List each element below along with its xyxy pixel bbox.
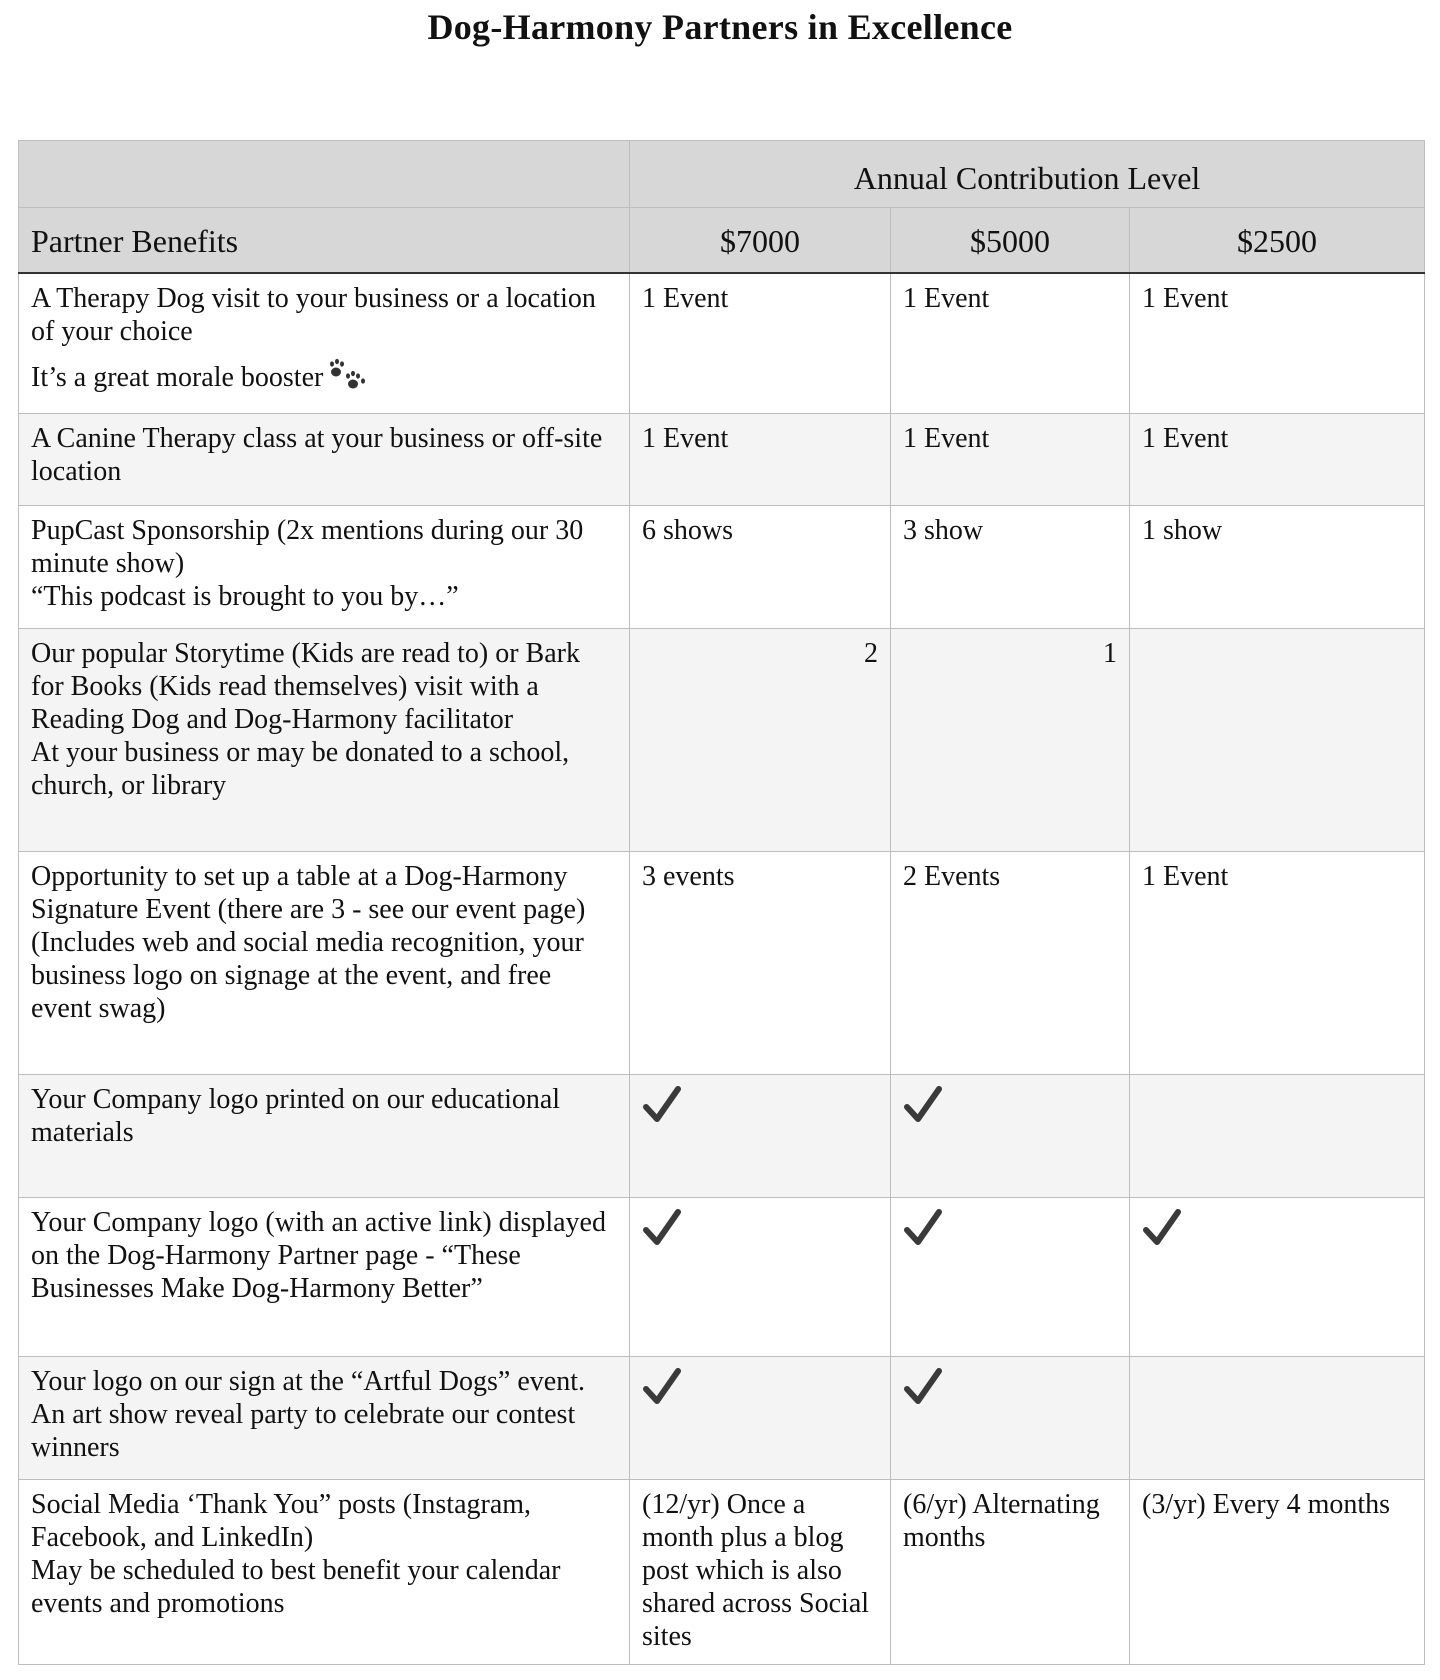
benefit-cell (19, 273, 630, 414)
check-cell-2500 (1130, 1357, 1425, 1480)
check-mark-icon (642, 1367, 682, 1407)
benefit-cell (19, 1198, 630, 1357)
value-cell-2500: 1 Event (1130, 414, 1425, 506)
benefit-text: Social Media ‘Thank You” posts (Instagram, Facebook, and LinkedIn) (31, 1489, 532, 1553)
partner-benefits-header: Partner Benefits (19, 208, 630, 274)
table-row (19, 1357, 1425, 1480)
level-header-2500: $2500 (1130, 208, 1425, 274)
check-mark-icon (903, 1208, 943, 1248)
paw-prints-icon (327, 358, 371, 394)
benefit-text: Your Company logo printed on our educational materials (31, 1084, 561, 1148)
value-cell-7000: 6 shows (630, 506, 891, 629)
check-cell-5000 (891, 1198, 1130, 1357)
value-cell-5000: 1 Event (891, 273, 1130, 414)
check-cell-7000 (630, 1198, 891, 1357)
value-cell-2500: 1 Event (1130, 273, 1425, 414)
benefit-text: Your Company logo (with an active link) displayed on the Dog-Harmony Partner page - “These Businesses Make Dog-Harmony Better” (31, 1207, 606, 1304)
check-mark-icon (642, 1085, 682, 1125)
page-title: Dog-Harmony Partners in Excellence (427, 7, 1013, 47)
benefit-text: A Therapy Dog visit to your business or a location of your choice (31, 283, 596, 347)
value-cell-5000: (6/yr) Alternating months (891, 1480, 1130, 1665)
check-cell-2500 (1130, 1198, 1425, 1357)
value-cell-5000: 1 (891, 629, 1130, 852)
value-cell-7000: 2 (630, 629, 891, 852)
benefit-text: “This podcast is brought to you by…” (31, 581, 459, 612)
value-cell-2500: 1 Event (1130, 852, 1425, 1075)
value-cell-7000: (12/yr) Once a month plus a blog post which is also shared across Social sites (630, 1480, 891, 1665)
benefit-text (31, 358, 617, 394)
check-cell-7000 (630, 1357, 891, 1480)
value-cell-2500: 1 show (1130, 506, 1425, 629)
value-cell-2500 (1130, 629, 1425, 852)
table-row (19, 1198, 1425, 1357)
check-cell-2500 (1130, 1075, 1425, 1198)
table-row (19, 506, 1425, 629)
benefit-text: It’s a great morale booster (31, 362, 324, 393)
group-header: Annual Contribution Level (630, 141, 1425, 208)
benefit-cell (19, 1075, 630, 1198)
benefit-cell (19, 852, 630, 1075)
table-row (19, 414, 1425, 506)
value-cell-5000: 2 Events (891, 852, 1130, 1075)
benefit-text: At your business or may be donated to a school, church, or library (31, 737, 570, 801)
value-cell-7000: 1 Event (630, 273, 891, 414)
benefit-cell (19, 506, 630, 629)
benefit-cell (19, 414, 630, 506)
benefit-text: PupCast Sponsorship (2x mentions during our 30 minute show) (31, 515, 584, 579)
check-cell-5000 (891, 1357, 1130, 1480)
header-empty-cell (19, 141, 630, 208)
header-row-levels (19, 208, 1425, 274)
check-cell-5000 (891, 1075, 1130, 1198)
partner-benefits-table (18, 140, 1425, 1665)
check-mark-icon (1142, 1208, 1182, 1248)
benefit-text: May be scheduled to best benefit your calendar events and promotions (31, 1555, 561, 1619)
value-cell-7000: 3 events (630, 852, 891, 1075)
check-mark-icon (903, 1085, 943, 1125)
table-row (19, 629, 1425, 852)
value-cell-7000: 1 Event (630, 414, 891, 506)
table-row (19, 1480, 1425, 1665)
table-row (19, 1075, 1425, 1198)
table-row (19, 273, 1425, 414)
check-mark-icon (903, 1367, 943, 1407)
level-header-7000: $7000 (630, 208, 891, 274)
value-cell-5000: 1 Event (891, 414, 1130, 506)
benefit-text: (Includes web and social media recognition, your business logo on signage at the event, and free event swag) (31, 927, 584, 1024)
benefit-cell (19, 629, 630, 852)
benefit-text: Opportunity to set up a table at a Dog-Harmony Signature Event (there are 3 - see our event page) (31, 861, 586, 925)
check-cell-7000 (630, 1075, 891, 1198)
level-header-5000: $5000 (891, 208, 1130, 274)
benefit-text: A Canine Therapy class at your business or off-site location (31, 423, 603, 487)
benefit-cell (19, 1357, 630, 1480)
benefit-cell (19, 1480, 630, 1665)
table-row (19, 852, 1425, 1075)
check-mark-icon (642, 1208, 682, 1248)
value-cell-5000: 3 show (891, 506, 1130, 629)
benefit-text: Our popular Storytime (Kids are read to) or Bark for Books (Kids read themselves) visit with a Reading Dog and Dog-Harmony facilitator (31, 638, 580, 735)
value-cell-2500: (3/yr) Every 4 months (1130, 1480, 1425, 1665)
header-row-group (19, 141, 1425, 208)
benefit-text: Your logo on our sign at the “Artful Dogs” event. An art show reveal party to celebrate our contest winners (31, 1366, 585, 1463)
